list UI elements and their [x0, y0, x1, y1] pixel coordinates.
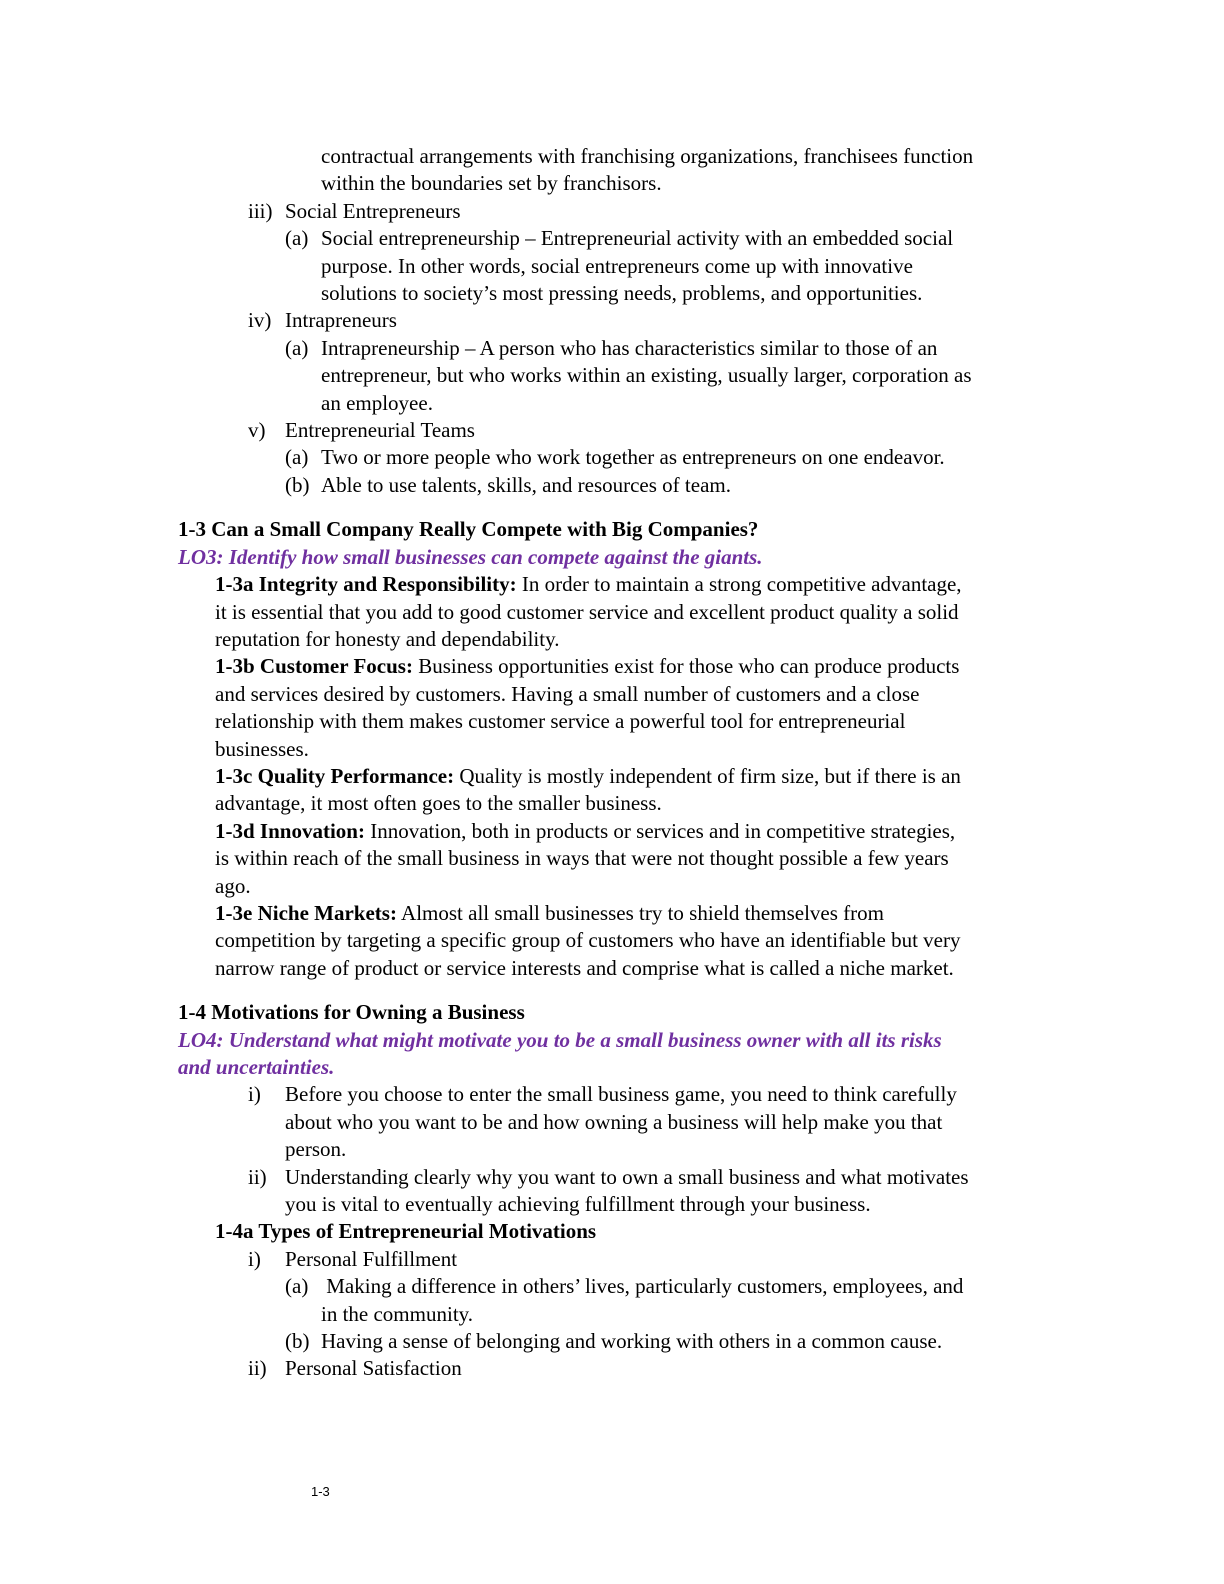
list-text: you is vital to eventually achieving fulfillment through your business. [285, 1192, 871, 1217]
sub-item-text: solutions to society’s most pressing needs, problems, and opportunities. [321, 281, 923, 306]
list-text: Personal Fulfillment [285, 1246, 458, 1271]
learning-objective: LO4: Understand what might motivate you to be a small business owner with all its risks [178, 1027, 942, 1052]
list-text: Intrapreneurs [285, 308, 397, 333]
list-item [178, 1081, 1068, 1108]
sub-item-letter: (a) [285, 335, 309, 360]
list-number: iii) [248, 198, 273, 223]
subsection-heading: 1-4a Types of Entrepreneurial Motivations [215, 1219, 597, 1244]
list-item-intrapreneurs [178, 307, 1068, 334]
list-number: ii) [248, 1356, 267, 1381]
list-number: v) [248, 418, 266, 443]
sub-item [178, 1328, 1068, 1355]
sub-item [178, 444, 1068, 471]
subsection-label: 1-3d Innovation: [215, 818, 365, 843]
sub-item [178, 1273, 1068, 1300]
list-number: i) [248, 1082, 261, 1107]
subsection-text: reputation for honesty and dependability. [215, 626, 560, 651]
subsection-text: is within reach of the small business in ways that were not thought possible a few years [215, 846, 949, 871]
sub-item-letter: (a) [285, 445, 309, 470]
list-number: ii) [248, 1164, 267, 1189]
subsection-label: 1-3a Integrity and Responsibility: [215, 572, 517, 597]
subsection-text: advantage, it most often goes to the smaller business. [215, 791, 662, 816]
subsection-label: 1-3b Customer Focus: [215, 654, 413, 679]
continuation-line: contractual arrangements with franchising organizations, franchisees function [321, 144, 974, 168]
list-item [178, 1164, 1068, 1191]
subsection-text: Innovation, both in products or services and in competitive strategies, [364, 818, 956, 843]
subsection-text: ago. [215, 873, 251, 898]
sub-item-text: Intrapreneurship – A person who has characteristics similar to those of an [321, 335, 938, 360]
subsection-quality-performance [178, 763, 1068, 818]
sub-item-text: Two or more people who work together as entrepreneurs on one endeavor. [321, 445, 945, 470]
list-item-personal-fulfillment [178, 1246, 1068, 1273]
list-text: Social Entrepreneurs [285, 198, 461, 223]
list-item-entrepreneurial-teams [178, 417, 1068, 444]
subsection-text: and services desired by customers. Having a small number of customers and a close [215, 681, 920, 706]
sub-item-text: Having a sense of belonging and working with others in a common cause. [321, 1329, 943, 1354]
sub-item-text: an employee. [321, 390, 433, 415]
subsection-text: Almost all small businesses try to shield themselves from [396, 900, 884, 925]
continuation-line: within the boundaries set by franchisors. [321, 171, 662, 196]
subsection-text: relationship with them makes customer service a powerful tool for entrepreneurial [215, 709, 906, 734]
sub-item-letter: (a) [285, 1274, 309, 1299]
learning-objective: LO3: Identify how small businesses can compete against the giants. [178, 544, 763, 569]
sub-item [178, 472, 1068, 499]
list-text: Before you choose to enter the small business game, you need to think carefully [285, 1082, 957, 1107]
subsection-text: businesses. [215, 736, 309, 761]
subsection-text: Business opportunities exist for those who can produce products [412, 654, 960, 679]
section-heading: 1-3 Can a Small Company Really Compete with Big Companies? [178, 517, 759, 542]
subsection-text: it is essential that you add to good customer service and excellent product quality a solid [215, 599, 959, 624]
list-number: iv) [248, 308, 272, 333]
subsection-text: narrow range of product or service interests and comprise what is called a niche market. [215, 955, 954, 980]
sub-item-letter: (b) [285, 472, 310, 497]
sub-item-text: in the community. [321, 1301, 474, 1326]
subsection-text: competition by targeting a specific group of customers who have an identifiable but very [215, 928, 961, 953]
sub-item-text: Making a difference in others’ lives, particularly customers, employees, and [321, 1274, 964, 1299]
section-heading: 1-4 Motivations for Owning a Business [178, 1000, 525, 1025]
sub-item-text: Able to use talents, skills, and resources of team. [321, 472, 731, 497]
list-item-social-entrepreneurs [178, 198, 1068, 225]
page-number: 1-3 [311, 1484, 330, 1499]
sub-item-text: Social entrepreneurship – Entrepreneurial activity with an embedded social [321, 226, 954, 251]
sub-item-letter: (a) [285, 226, 309, 251]
subsection-niche-markets [178, 900, 1068, 982]
sub-item-text: entrepreneur, but who works within an existing, usually larger, corporation as [321, 363, 972, 388]
learning-objective: and uncertainties. [178, 1055, 335, 1079]
list-number: i) [248, 1246, 261, 1271]
sub-item [178, 225, 1068, 252]
list-text: Understanding clearly why you want to own a small business and what motivates [285, 1164, 969, 1189]
subsection-text: Quality is mostly independent of firm size, but if there is an [454, 763, 961, 788]
list-text: Personal Satisfaction [285, 1356, 462, 1381]
subsection-label: 1-3c Quality Performance: [215, 763, 455, 788]
sub-item-letter: (b) [285, 1329, 310, 1354]
sub-item-text: purpose. In other words, social entrepreneurs come up with innovative [321, 253, 913, 278]
subsection-integrity [178, 571, 1068, 653]
page-content [178, 143, 1068, 1383]
subsection-customer-focus [178, 653, 1068, 763]
list-text: person. [285, 1137, 347, 1162]
subsection-text: In order to maintain a strong competitive advantage, [516, 572, 962, 597]
list-text: Entrepreneurial Teams [285, 418, 475, 443]
sub-item [178, 335, 1068, 362]
list-item-personal-satisfaction [178, 1355, 1068, 1382]
subsection-label: 1-3e Niche Markets: [215, 900, 397, 925]
subsection-innovation [178, 818, 1068, 900]
list-text: about who you want to be and how owning a business will help make you that [285, 1109, 943, 1134]
